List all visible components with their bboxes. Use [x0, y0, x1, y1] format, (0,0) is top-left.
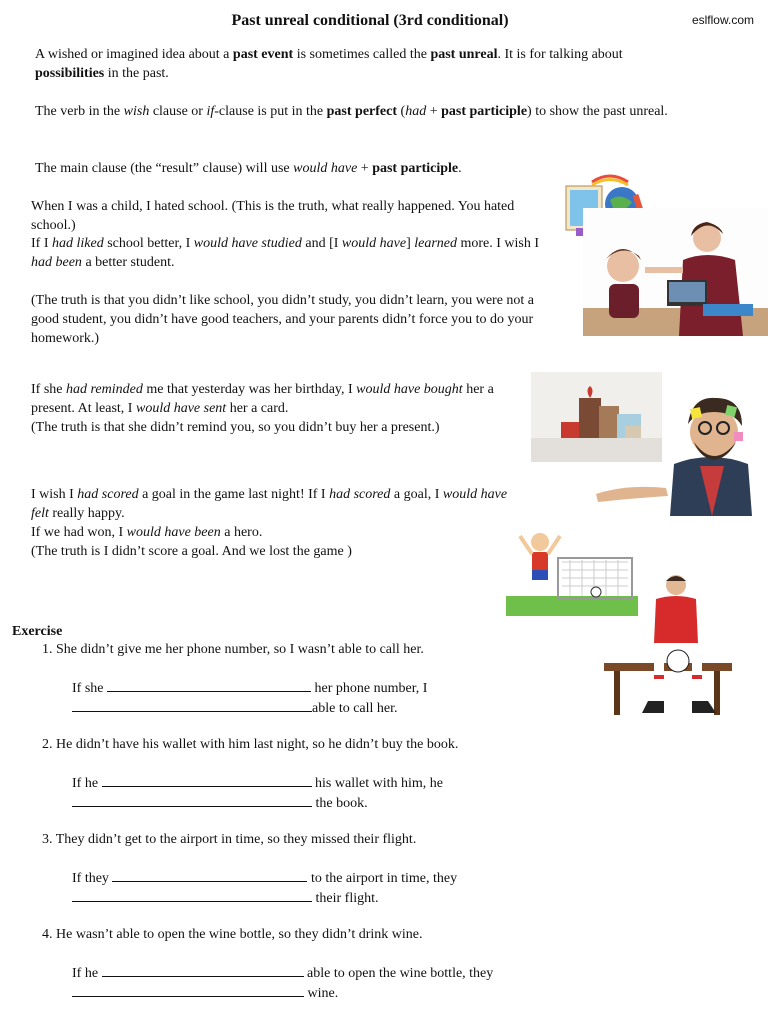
sad-soccer-player-photo: [602, 573, 732, 725]
exercise-answer-4: If he able to open the wine bottle, they wine.: [72, 963, 572, 1003]
teacher-student-photo: [583, 208, 768, 336]
answer-blank[interactable]: [72, 983, 304, 997]
exercise-question-3: 3. They didn’t get to the airport in time, so they missed their flight.: [42, 832, 417, 847]
example2-sentence: If she had reminded me that yesterday was her birthday, I would have bought her a present. At least, I would have sent her a card.: [31, 382, 494, 416]
answer-blank[interactable]: [112, 868, 307, 882]
exercise-answer-2: If he his wallet with him, he the book.: [72, 773, 572, 813]
example3-sentence: I wish I had scored a goal in the game last night! If I had scored a goal, I would have felt really happy.: [31, 487, 508, 521]
example3-truth: (The truth is I didn’t score a goal. And we lost the game ): [31, 544, 352, 559]
exercise-question-4: 4. He wasn’t able to open the wine bottle, so they didn’t drink wine.: [42, 927, 423, 942]
answer-blank[interactable]: [72, 793, 312, 807]
exercise-question-1: 1. She didn’t give me her phone number, so I wasn’t able to call her.: [42, 642, 424, 657]
answer-blank[interactable]: [72, 698, 312, 712]
example1-unreal-line: If I had liked school better, I would have studied and [I would have] learned more. I wish I had been a better student.: [31, 236, 540, 270]
answer-blank[interactable]: [107, 678, 311, 692]
intro-paragraph-2: The verb in the wish clause or if-clause is put in the past perfect (had + past participle) to show the past unreal.: [35, 104, 668, 119]
example1-truth-line: When I was a child, I hated school. (This is the truth, what really happened. You hated school.): [31, 199, 515, 233]
exercise-answer-3: If they to the airport in time, they their flight.: [72, 868, 572, 908]
page-title: Past unreal conditional (3rd conditional): [231, 12, 509, 29]
site-label: eslflow.com: [691, 13, 754, 27]
answer-blank[interactable]: [72, 888, 312, 902]
surprised-man-photo: [596, 394, 756, 516]
intro-paragraph-1: A wished or imagined idea about a past event is sometimes called the past unreal. It is for talking about possibilities in the past.: [35, 47, 623, 81]
exercise-question-2: 2. He didn’t have his wallet with him last night, so he didn’t buy the book.: [42, 737, 459, 752]
example2-truth: (The truth is that she didn’t remind you, so you didn’t buy her a present.): [31, 420, 440, 435]
answer-blank[interactable]: [102, 773, 312, 787]
example1-explanation: (The truth is that you didn’t like school, you didn’t study, you didn’t learn, you were not a good student, you didn’t have good teachers, and your parents didn’t force you to do your homework.): [31, 293, 535, 346]
example3-hero-line: If we had won, I would have been a hero.: [31, 525, 263, 540]
exercise-heading: Exercise: [12, 624, 63, 639]
intro-paragraph-3: The main clause (the “result” clause) will use would have + past participle.: [35, 161, 462, 176]
answer-blank[interactable]: [102, 963, 304, 977]
exercise-answer-1: If she her phone number, I able to call her.: [72, 678, 572, 718]
